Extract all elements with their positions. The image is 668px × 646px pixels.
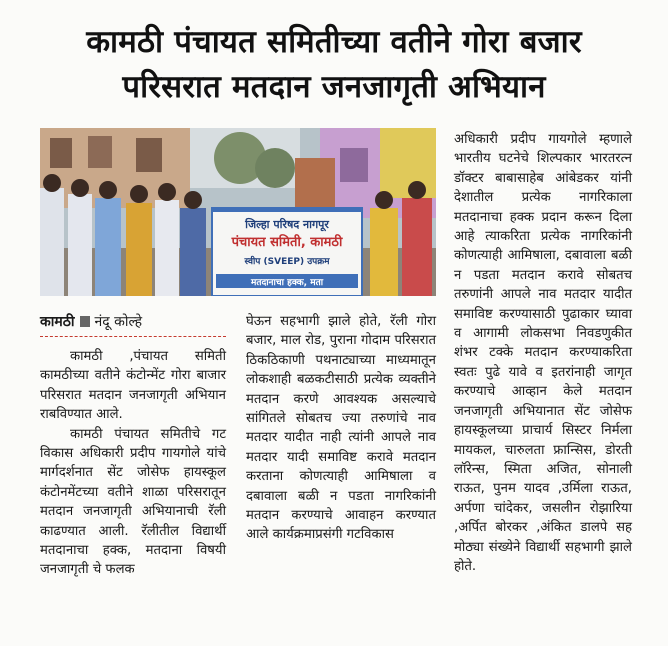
banner-line-4: मतदानाचा हक्क, मता <box>250 278 324 288</box>
headline-line-1: कामठी पंचायत समितीच्या वतीने गोरा बजार <box>86 24 582 60</box>
byline-separator-square <box>80 316 90 327</box>
byline-place: कामठी <box>40 314 75 330</box>
headline <box>0 20 668 110</box>
article-paragraph-1: कामठी ,पंचायत समिती कामठीच्या वतीने कंटोन्मेंट गोरा बाजार परिसरात मतदान जनजागृती अभियान राबविण्यात आले. <box>40 349 226 423</box>
article-paragraph-3: घेऊन सहभागी झाले होते, रॅली गोरा बजार, माल रोड, पुराना गोदाम परिसरात ठिकठिकाणी पथनाट्याच्या माध्यमातून लोकशाही बळकटीसाठी प्रत्येक व्यक्तीने मतदान करणे आवश्यक असल्याचे सांगितले सोबतच ज्या तरुणांचे नाव मतदार यादीत नाही त्यांनी आपले नाव मतदार यादी समाविष्ट करावे मतदान करताना कोणत्याही आमिषाला व दबावाला बळी न पडता नागरिकांनी मतदान करण्याचे आवाहन करण्यात आले कार्यक्रमाप्रसंगी गटविकास <box>246 314 436 543</box>
rally-photo-illustration <box>40 128 436 296</box>
banner-line-2: पंचायत समिती, कामठी <box>231 235 343 250</box>
article-paragraph-4: अधिकारी प्रदीप गायगोले म्हणाले भारतीय घटनेचे शिल्पकार भारतरत्न डॉक्टर बाबासाहेब आंबेडकर यांनी देशातील प्रत्येक नागरिकाला मतदानाचा हक्क प्रदान करून दिला आहे त्याकरिता प्रत्येक नागरिकांनी कोणत्याही आमिषाला, दबावाला बळी न पडता मतदान करावे सोबतच तरुणांनी आपले नाव मतदार यादीत समाविष्ट करण्यासाठी पुढाकार घ्यावा व आगामी लोकसभा निवडणुकीत शंभर टक्के मतदान करण्याकरिता स्वतः पुढे यावे व इतरांनाही जागृत करण्याचे आव्हान केले मतदान जनजागृती अभियानात सेंट जोसेफ हायस्कूलच्या प्राचार्य सिस्टर निर्मला मायकल, चारुलता फ्रान्सिस, डोरती लॉरेन्स, स्मिता अजित, सोनाली राऊत, पुनम यादव ,उर्मिला राऊत, अर्पणा चांदेकर, जसलीन रोझारिया ,अर्पित बोरकर ,अंकित डालपे सह मोठ्या संख्येने विद्यार्थी सहभागी झाले होते. <box>454 132 632 574</box>
byline-author: नंदू कोल्हे <box>94 314 143 330</box>
news-photo <box>40 128 436 296</box>
article-column-left <box>40 312 226 580</box>
article-column-middle <box>246 312 436 545</box>
headline-line-2: परिसरात मतदान जनजागृती अभियान <box>122 69 546 105</box>
byline <box>40 312 226 332</box>
article-paragraph-2: कामठी पंचायत समितीचे गट विकास अधिकारी प्रदीप गायगोले यांचे मार्गदर्शनात सेंट जोसेफ हायस्कूल कंटोनमेंटच्या वतीने शाळा परिसरातून मतदान जनजागृती अभियानाची रॅली काढण्यात आली. रॅलीतील विद्यार्थी मतदानाचा हक्क, मतदाना विषयी जनजागृती चे फलक <box>40 426 226 578</box>
byline-divider <box>40 336 226 337</box>
article-column-right <box>454 130 632 576</box>
banner-line-1: जिल्हा परिषद नागपूर <box>245 218 329 231</box>
banner-line-3: स्वीप (SVEEP) उपक्रम <box>244 257 330 267</box>
